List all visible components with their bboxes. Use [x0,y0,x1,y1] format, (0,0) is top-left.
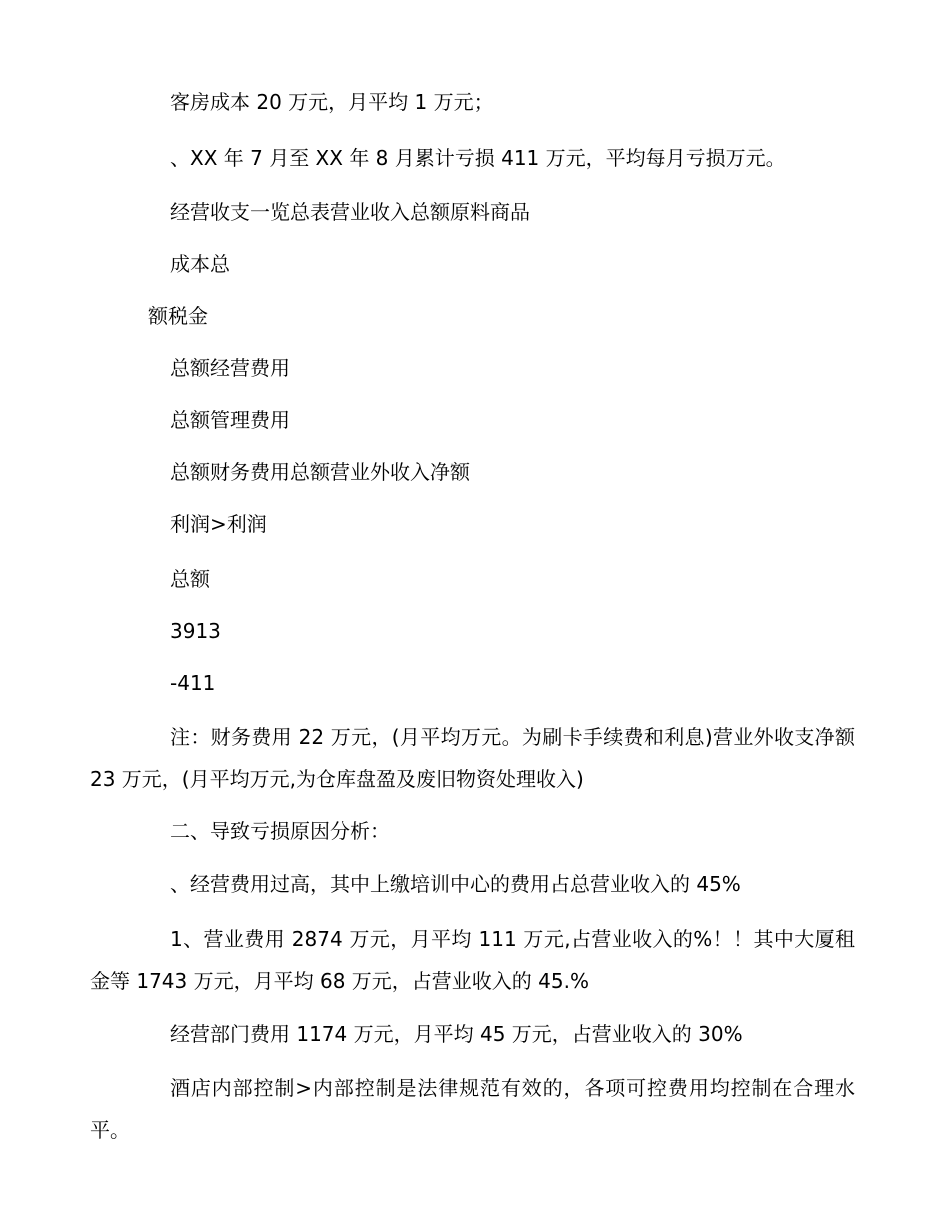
department-expense-line: 经营部门费用 1174 万元，月平均 45 万元，占营业收入的 30% [170,1022,743,1046]
text-line-operating-expense: 总额经营费用 [170,356,290,380]
text-line-finance-expense: 总额财务费用总额营业外收入净额 [170,460,470,484]
text-line-tax: 额税金 [148,304,208,328]
text-line-cost-total: 成本总 [170,252,230,276]
text-line-cumulative-loss: 、XX 年 7 月至 XX 年 8 月累计亏损 411 万元，平均每月亏损万元。 [170,146,786,170]
text-line-total: 总额 [170,567,210,591]
cause-line: 、经营费用过高，其中上缴培训中心的费用占总营业收入的 45% [170,872,741,896]
text-line-summary-heading: 经营收支一览总表营业收入总额原料商品 [170,200,530,224]
text-line-revenue-value: 3913 [170,619,221,643]
note-paragraph: 注：财务费用 22 万元，(月平均万元。为刷卡手续费和利息)营业外收支净额 23 万元，(月平均万元,为仓库盘盈及废旧物资处理收入) [90,725,855,791]
text-line-room-cost: 客房成本 20 万元，月平均 1 万元； [170,90,494,114]
text-line-profit-value: -411 [170,671,216,695]
expense-paragraph: 1、营业费用 2874 万元，月平均 111 万元,占营业收入的%！！其中大厦租金等 1743 万元，月平均 68 万元，占营业收入的 45.% [90,927,855,993]
text-line-admin-expense: 总额管理费用 [170,408,290,432]
section-heading: 二、导致亏损原因分析： [170,819,390,843]
control-paragraph: 酒店内部控制>内部控制是法律规范有效的，各项可控费用均控制在合理水平。 [90,1076,855,1142]
text-line-profit: 利润>利润 [170,512,267,536]
